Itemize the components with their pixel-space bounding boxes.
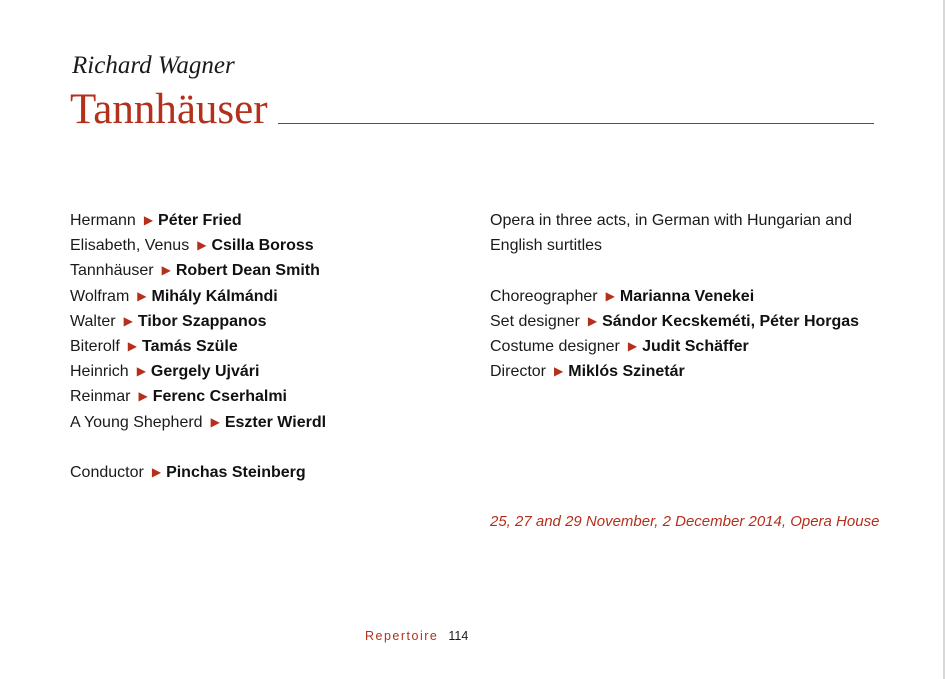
creative-role: Set designer bbox=[490, 312, 580, 330]
creative-item bbox=[490, 284, 890, 309]
cast-item bbox=[70, 334, 470, 359]
performance-dates: 25, 27 and 29 November, 2 December 2014, Opera House bbox=[490, 513, 880, 530]
cast-role: Hermann bbox=[70, 212, 136, 229]
arrow-icon: ▶ bbox=[127, 338, 138, 353]
cast-role: A Young Shepherd bbox=[70, 413, 203, 431]
page-footer bbox=[365, 627, 468, 645]
cast-performer: Mihály Kálmándi bbox=[151, 287, 278, 305]
cast-performer: Ferenc Cserhalmi bbox=[152, 388, 287, 406]
cast-list bbox=[70, 208, 470, 485]
creative-name: Sándor Kecskeméti, Péter Horgas bbox=[602, 312, 860, 330]
cast-performer: Tamás Szüle bbox=[142, 337, 238, 355]
arrow-icon: ▶ bbox=[143, 213, 154, 227]
page-number: 114 bbox=[448, 629, 469, 643]
arrow-icon: ▶ bbox=[151, 464, 162, 479]
conductor-name: Pinchas Steinberg bbox=[166, 463, 306, 481]
arrow-icon: ▶ bbox=[123, 313, 133, 328]
cast-role: Wolfram bbox=[70, 287, 130, 305]
arrow-icon: ▶ bbox=[138, 389, 148, 404]
creative-role: Costume designer bbox=[490, 337, 620, 355]
conductor-item bbox=[70, 460, 470, 485]
arrow-icon: ▶ bbox=[210, 414, 220, 429]
cast-role: Tannhäuser bbox=[70, 262, 154, 280]
cast-role: Biterolf bbox=[70, 337, 120, 355]
creative-item bbox=[490, 334, 890, 359]
arrow-icon: ▶ bbox=[605, 288, 615, 303]
cast-item bbox=[70, 384, 470, 409]
cast-item bbox=[70, 410, 470, 435]
opera-title: Tannhäuser bbox=[70, 86, 268, 133]
cast-role: Heinrich bbox=[70, 363, 129, 381]
creative-item bbox=[490, 359, 890, 384]
cast-item bbox=[70, 208, 470, 233]
creative-role: Choreographer bbox=[490, 287, 598, 305]
arrow-icon: ▶ bbox=[587, 313, 598, 328]
arrow-icon: ▶ bbox=[554, 364, 564, 379]
creative-name: Judit Schäffer bbox=[642, 337, 749, 355]
composer-name: Richard Wagner bbox=[72, 52, 235, 79]
cast-item bbox=[70, 258, 470, 283]
cast-performer: Gergely Ujvári bbox=[150, 363, 260, 381]
arrow-icon: ▶ bbox=[627, 338, 638, 353]
spacer bbox=[490, 258, 890, 283]
cast-item bbox=[70, 309, 470, 334]
description-line-2: English surtitles bbox=[490, 237, 603, 255]
creative-name: Marianna Venekei bbox=[619, 287, 755, 305]
creative-name: Miklós Szinetár bbox=[568, 363, 685, 381]
cast-performer: Csilla Boross bbox=[211, 237, 314, 255]
description-line-1: Opera in three acts, in German with Hungarian and bbox=[490, 212, 852, 229]
cast-performer: Tibor Szappanos bbox=[137, 312, 267, 330]
title-rule bbox=[278, 123, 874, 124]
cast-performer: Robert Dean Smith bbox=[175, 262, 320, 280]
arrow-icon: ▶ bbox=[161, 263, 171, 278]
production-info bbox=[490, 208, 890, 384]
footer-section-label: Repertoire bbox=[365, 629, 439, 643]
cast-role: Walter bbox=[70, 312, 116, 330]
arrow-icon: ▶ bbox=[136, 364, 146, 379]
cast-item bbox=[70, 284, 470, 309]
cast-role: Elisabeth, Venus bbox=[70, 237, 190, 255]
creative-role: Director bbox=[490, 363, 547, 381]
cast-role: Reinmar bbox=[70, 388, 131, 406]
cast-item bbox=[70, 359, 470, 384]
cast-item bbox=[70, 233, 470, 258]
cast-performer: Péter Fried bbox=[158, 212, 242, 229]
conductor-role: Conductor bbox=[70, 463, 144, 481]
arrow-icon: ▶ bbox=[197, 238, 207, 253]
title-row bbox=[70, 88, 874, 131]
spacer bbox=[70, 435, 470, 460]
cast-performer: Eszter Wierdl bbox=[224, 413, 327, 431]
creative-item bbox=[490, 309, 890, 334]
arrow-icon: ▶ bbox=[137, 288, 147, 303]
